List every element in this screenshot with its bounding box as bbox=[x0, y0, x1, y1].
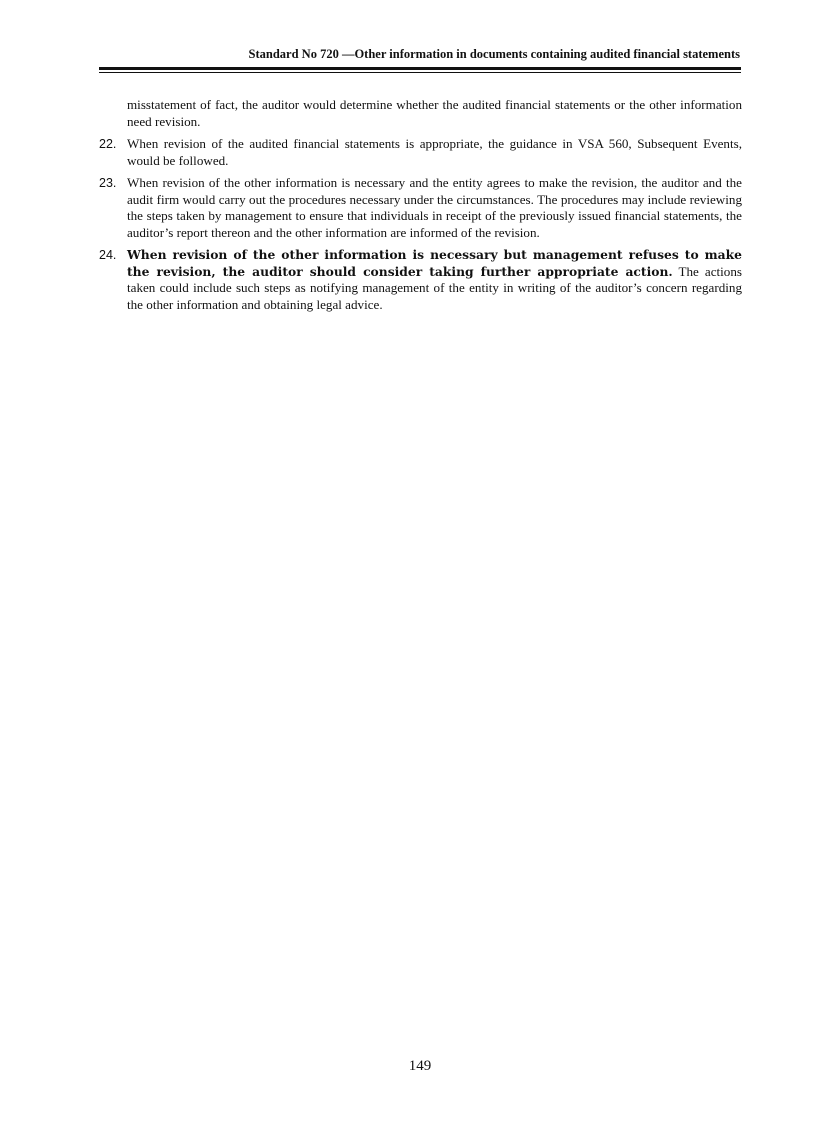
paragraph-text: When revision of the other information is necessary and the entity agrees to make the revision, the auditor and the audit firm would carry out the procedures necessary under the circumstances. The procedures may include reviewing the steps taken by management to ensure that individuals in receipt of the previously issued financial statements, the auditor’s report thereon and the other information are informed of the revision. bbox=[127, 175, 742, 240]
numbered-paragraph-23 bbox=[99, 175, 742, 241]
paragraph-bold-requirement: When revision of the other information is necessary but management refuses to make the revision, the auditor should consider taking further appropriate action. bbox=[127, 247, 742, 279]
header-rule-thick bbox=[99, 67, 741, 70]
header-rule-thin bbox=[99, 72, 741, 73]
paragraph-number: 23. bbox=[99, 176, 117, 190]
paragraph-text: The actions taken could include such steps as notifying management of the entity in writing of the auditor’s concern regarding the other information and obtaining legal advice. bbox=[127, 263, 742, 312]
numbered-paragraph-24 bbox=[99, 247, 742, 313]
paragraph-text: When revision of the audited financial statements is appropriate, the guidance in VSA 560, Subsequent Events, would be followed. bbox=[127, 136, 742, 168]
numbered-paragraph-22 bbox=[99, 136, 742, 169]
page-number: 149 bbox=[408, 1058, 432, 1074]
paragraph-number: 24. bbox=[99, 248, 117, 262]
document-body bbox=[99, 97, 742, 319]
running-header-title: Standard No 720 —Other information in documents containing audited financial statements bbox=[248, 47, 740, 61]
continued-paragraph: misstatement of fact, the auditor would determine whether the audited financial statements or the other information need revision. bbox=[127, 97, 742, 129]
paragraph-number: 22. bbox=[99, 137, 117, 151]
